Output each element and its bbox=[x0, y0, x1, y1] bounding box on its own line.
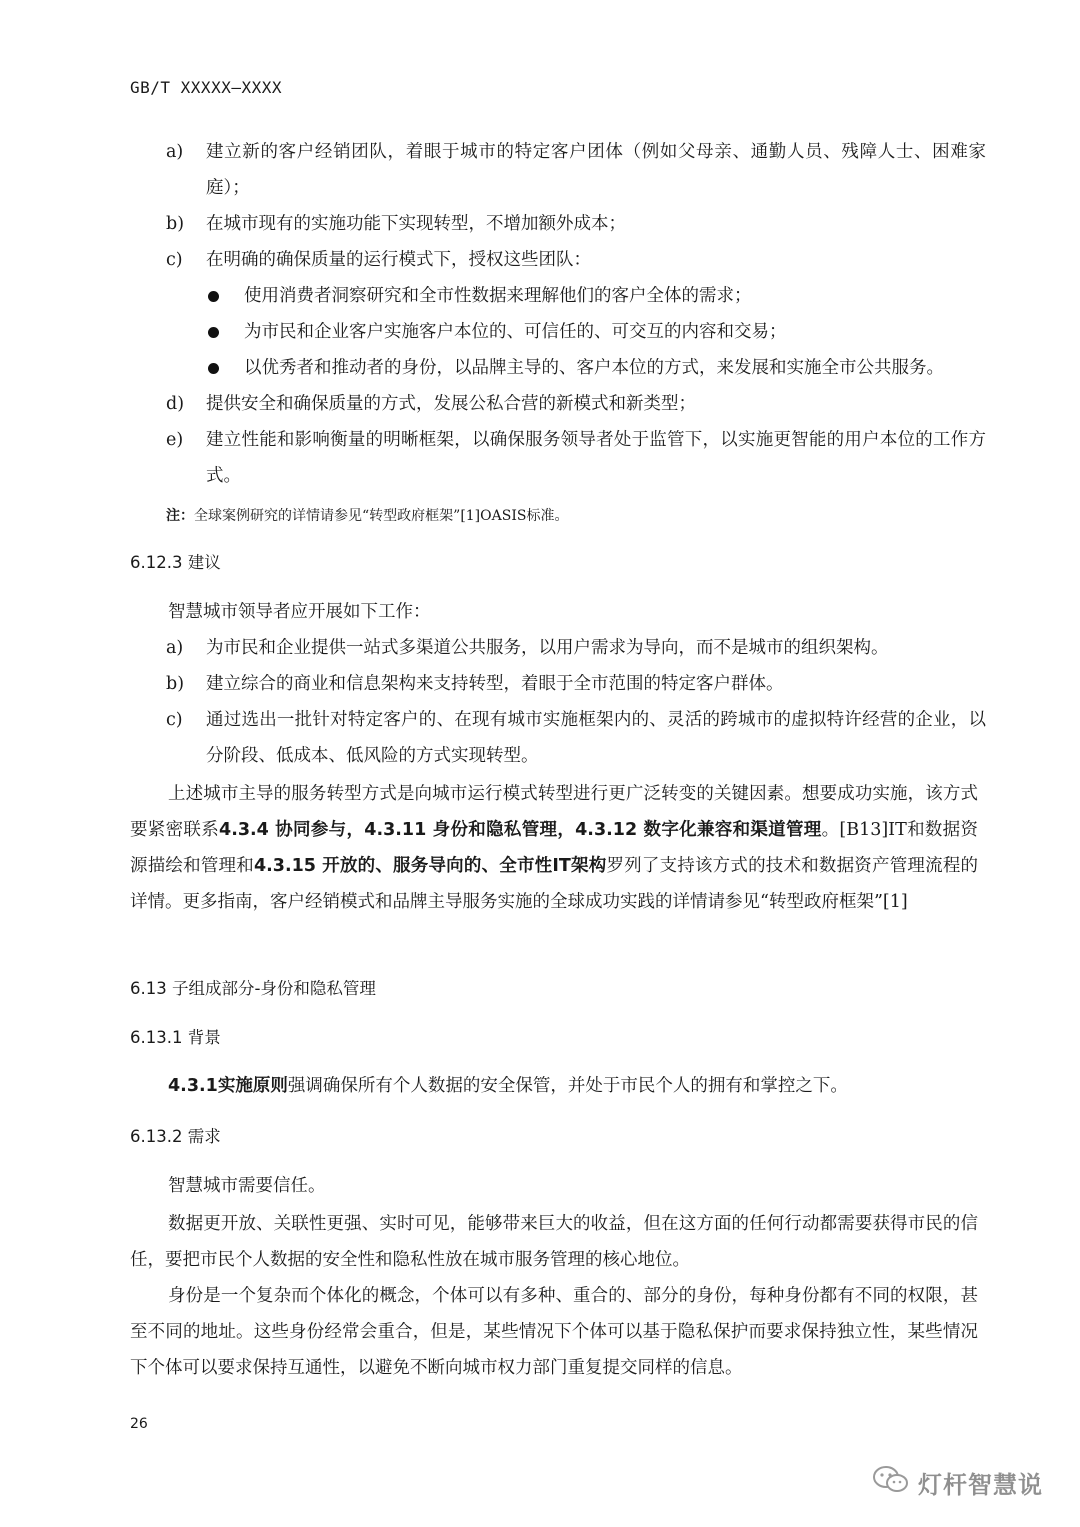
list-item bbox=[166, 134, 986, 206]
summary-paragraph bbox=[130, 776, 978, 920]
summary-text: 罗列了支持该方式的技术和数据资产管理流程的详情。更多指南，客户经销模式和品牌主导服务实施的全球成功实践的详情请参见“转型政府框架”[1] bbox=[130, 856, 979, 912]
bullet-item bbox=[206, 314, 986, 350]
list-marker: b) bbox=[166, 214, 185, 234]
summary-text: 上述城市主导的服务转型方式是向城市运行模式转型进行更广泛转变的关键因素。想要成功实施，该方式要紧密联系 bbox=[130, 784, 978, 840]
list-item-text: 建立性能和影响衡量的明晰框架，以确保服务领导者处于监管下，以实施更智能的用户本位的工作方式。 bbox=[206, 430, 986, 486]
requirement-paragraph: 身份是一个复杂而个体化的概念，个体可以有多种、重合的、部分的身份，每种身份都有不同的权限，甚至不同的地址。这些身份经常会重合，但是，某些情况下个体可以基于隐私保护而要求保持独立性，某些情况下个体可以要求保持互通性，以避免不断向城市权力部门重复提交同样的信息。 bbox=[130, 1286, 978, 1378]
note bbox=[166, 504, 568, 528]
list-item bbox=[166, 206, 986, 242]
section-heading: 6.12.3 建议 bbox=[130, 553, 221, 572]
list-marker: a) bbox=[166, 638, 184, 658]
list-item-text: 建立新的客户经销团队，着眼于城市的特定客户团体（例如父母亲、通勤人员、残障人士、困难家庭）； bbox=[206, 142, 986, 198]
summary-bold-reference: 4.3.4 协同参与，4.3.11 身份和隐私管理，4.3.12 数字化兼容和渠道管理 bbox=[219, 820, 822, 840]
bullet-text: 使用消费者洞察研究和全市性数据来理解他们的客户全体的需求； bbox=[244, 286, 752, 306]
list-marker: c) bbox=[166, 250, 183, 270]
section-heading: 6.13.2 需求 bbox=[130, 1127, 221, 1146]
requirement-paragraph: 数据更开放、关联性更强、实时可见，能够带来巨大的收益，但在这方面的任何行动都需要获得市民的信任，要把市民个人数据的安全性和隐私性放在城市服务管理的核心地位。 bbox=[130, 1214, 978, 1270]
summary-text: 。[B13]IT和数据资源描绘和管理和 bbox=[130, 820, 978, 876]
bullet-text: 为市民和企业客户实施客户本位的、可信任的、可交互的内容和交易； bbox=[244, 322, 787, 342]
requirement-paragraph: 智慧城市需要信任。 bbox=[168, 1176, 326, 1196]
wechat-icon bbox=[872, 1464, 910, 1500]
list-item bbox=[166, 630, 986, 666]
list-item bbox=[166, 702, 986, 774]
bullet-text: 以优秀者和推动者的身份，以品牌主导的、客户本位的方式，来发展和实施全市公共服务。 bbox=[244, 358, 944, 378]
list-item-text: 在城市现有的实施功能下实现转型，不增加额外成本； bbox=[206, 214, 626, 234]
note-label: 注： bbox=[166, 508, 194, 524]
standard-code-header: GB/T XXXXX—XXXX bbox=[130, 78, 282, 97]
background-paragraph bbox=[130, 1068, 978, 1104]
list-marker: c) bbox=[166, 710, 183, 730]
list-item-text: 为市民和企业提供一站式多渠道公共服务，以用户需求为导向，而不是城市的组织架构。 bbox=[206, 638, 889, 658]
principle-reference: 4.3.1实施原则 bbox=[168, 1076, 288, 1096]
bullet-item bbox=[206, 278, 986, 314]
bullet-dot-icon bbox=[208, 363, 219, 374]
section-intro: 智慧城市领导者应开展如下工作： bbox=[168, 602, 431, 622]
list-marker: e) bbox=[166, 430, 184, 450]
bullet-dot-icon bbox=[208, 327, 219, 338]
list-marker: d) bbox=[166, 394, 185, 414]
list-item bbox=[166, 386, 986, 422]
note-text: 全球案例研究的详情请参见“转型政府框架”[1]OASIS标准。 bbox=[194, 508, 569, 524]
watermark bbox=[872, 1462, 1043, 1502]
bullet-dot-icon bbox=[208, 291, 219, 302]
list-marker: b) bbox=[166, 674, 185, 694]
list-item bbox=[166, 422, 986, 494]
section-heading: 6.13 子组成部分-身份和隐私管理 bbox=[130, 979, 376, 998]
list-marker: a) bbox=[166, 142, 184, 162]
background-text: 强调确保所有个人数据的安全保管，并处于市民个人的拥有和掌控之下。 bbox=[287, 1076, 848, 1096]
list-item bbox=[166, 666, 986, 702]
list-item-text: 通过选出一批针对特定客户的、在现有城市实施框架内的、灵活的跨城市的虚拟特许经营的企业，以分阶段、低成本、低风险的方式实现转型。 bbox=[206, 710, 986, 766]
list-item-text: 建立综合的商业和信息架构来支持转型，着眼于全市范围的特定客户群体。 bbox=[206, 674, 784, 694]
section-heading: 6.13.1 背景 bbox=[130, 1028, 221, 1047]
watermark-text: 灯杆智慧说 bbox=[918, 1470, 1043, 1499]
list-item-text: 在明确的确保质量的运行模式下，授权这些团队： bbox=[206, 250, 591, 270]
list-item bbox=[166, 242, 986, 278]
list-item-text: 提供安全和确保质量的方式，发展公私合营的新模式和新类型； bbox=[206, 394, 696, 414]
summary-bold-reference: 4.3.15 开放的、服务导向的、全市性IT架构 bbox=[253, 856, 607, 876]
page-number: 26 bbox=[130, 1416, 148, 1432]
bullet-item bbox=[206, 350, 986, 386]
